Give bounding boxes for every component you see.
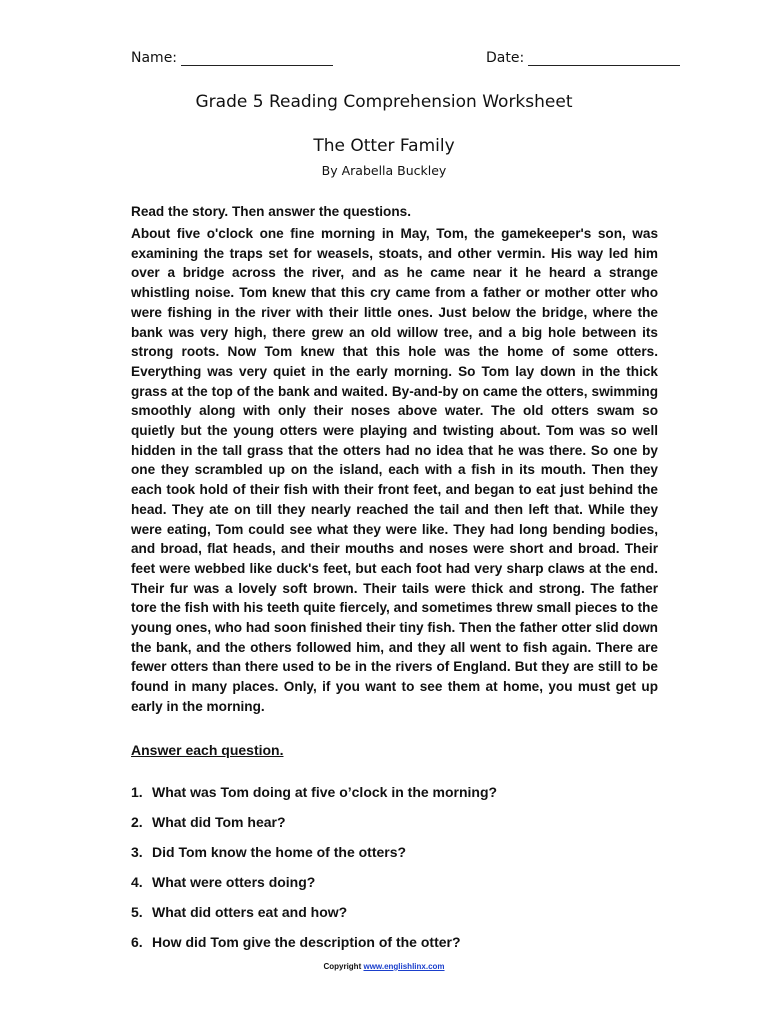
question-number: 1. xyxy=(131,784,143,800)
question-item xyxy=(131,874,497,904)
question-item xyxy=(131,784,497,814)
worksheet-title: Grade 5 Reading Comprehension Worksheet xyxy=(195,92,573,112)
question-item xyxy=(131,814,497,844)
question-text: Did Tom know the home of the otters? xyxy=(152,844,407,860)
question-number: 2. xyxy=(131,814,143,830)
question-number: 3. xyxy=(131,844,143,860)
date-label: Date: xyxy=(486,50,525,66)
question-text: What did Tom hear? xyxy=(152,814,286,830)
date-blank-line[interactable] xyxy=(528,51,680,66)
copyright-footer xyxy=(0,962,768,971)
question-number: 6. xyxy=(131,934,143,950)
website-link[interactable]: www.englishlinx.com xyxy=(363,962,445,971)
name-label: Name: xyxy=(131,50,178,66)
question-number: 5. xyxy=(131,904,143,920)
question-number: 4. xyxy=(131,874,143,890)
copyright-label: Copyright xyxy=(323,962,362,971)
instruction-text: Read the story. Then answer the questions. xyxy=(131,204,411,219)
name-blank-line[interactable] xyxy=(181,51,333,66)
question-text: What was Tom doing at five o’clock in the morning? xyxy=(152,784,498,800)
question-item xyxy=(131,904,497,934)
story-title: The Otter Family xyxy=(313,136,455,156)
header-fields xyxy=(131,50,673,72)
story-paragraph: About five o'clock one fine morning in May, Tom, the gamekeeper's son, was examining the traps set for weasels, stoats, and other vermin. His way led him over a bridge across the river, and as he came near it he heard a strange whistling noise. Tom knew that this cry came from a father or mother otter who were fishing in the river with their little ones. Just below the bridge, where the bank was very high, there grew an old willow tree, and a big hole between its strong roots. Now Tom knew that this hole was the home of some otters. Everything was very quiet in the early morning. So Tom lay down in the thick grass at the top of the bank and waited. By-and-by on came the otters, swimming smoothly along with only their noses above water. The old otters swam so quietly but the young otters were playing and twisting about. Tom was so well hidden in the tall grass that the otters had no idea that he was there. So one by one they scrambled up on the island, each with a fish in its mouth. Then they each took hold of their fish with their front feet, and began to eat just behind the head. They ate on till they nearly reached the tail and then left that. While they were eating, Tom could see what they were like. They had long bending bodies, and broad, flat heads, and their mouths and noses were short and broad. Their feet were webbed like duck's feet, but each foot had very sharp claws at the end. Their fur was a lovely soft brown. Their tails were thick and strong. The father tore the fish with his teeth quite fiercely, and sometimes threw small pieces to the young ones, who had soon finished their tiny fish. Then the father otter slid down the bank, and the others followed him, and they all went to fish again. There are fewer otters than there used to be in the rivers of England. But they are still to be found in many places. Only, if you want to see them at home, you must get up early in the morning. xyxy=(131,226,659,714)
author-line: By Arabella Buckley xyxy=(321,163,447,178)
question-item xyxy=(131,844,497,874)
answer-heading: Answer each question. xyxy=(131,742,284,758)
question-text: How did Tom give the description of the otter? xyxy=(152,934,461,950)
question-item xyxy=(131,934,497,964)
name-field[interactable] xyxy=(131,50,333,66)
question-text: What did otters eat and how? xyxy=(152,904,348,920)
question-text: What were otters doing? xyxy=(152,874,316,890)
date-field[interactable] xyxy=(486,50,680,66)
question-list xyxy=(131,784,497,964)
